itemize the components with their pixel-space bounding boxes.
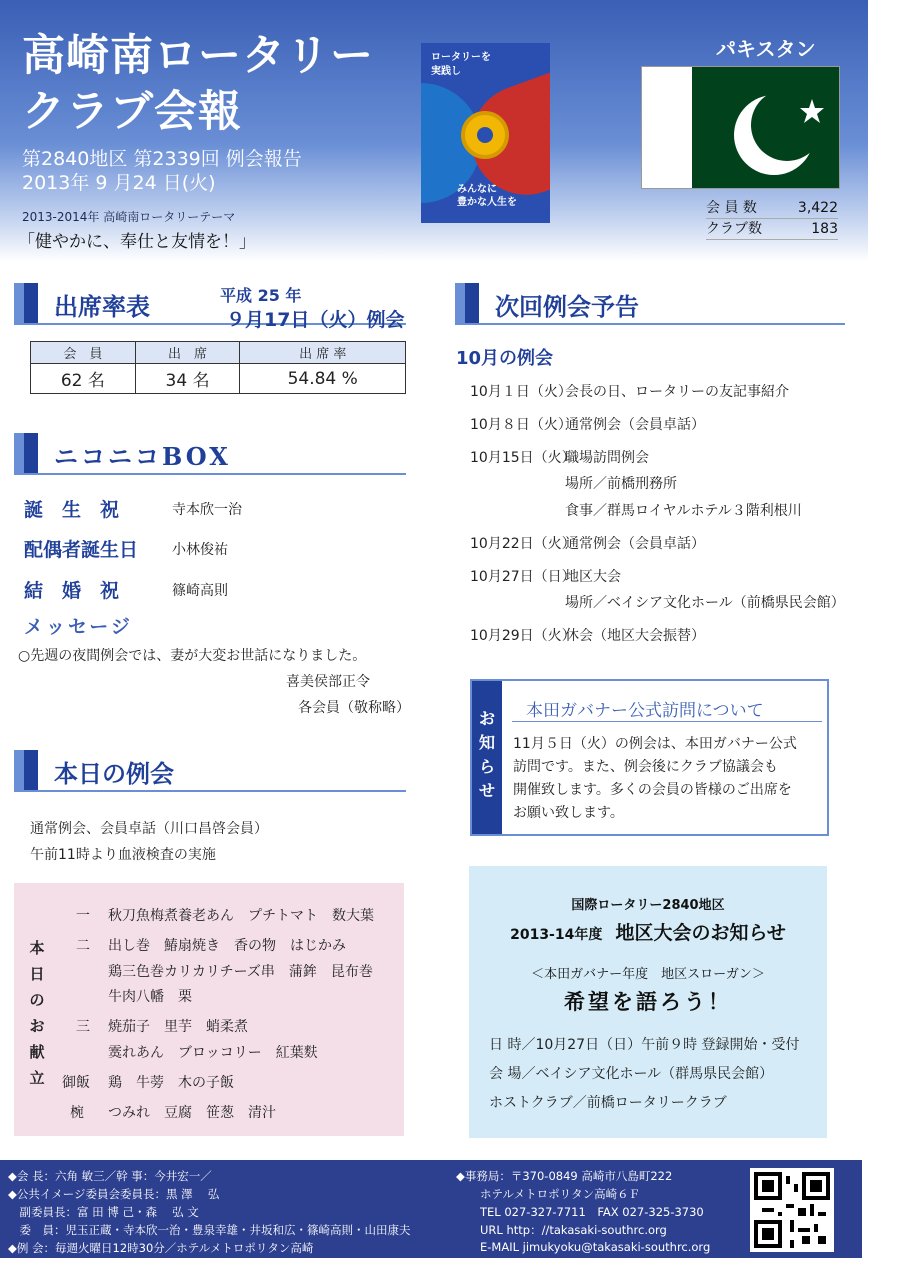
section-bar (14, 750, 24, 790)
schedule-item: 通常例会（会員卓話） (565, 417, 705, 433)
section-bar (24, 750, 38, 790)
next-meeting-heading: 次回例会予告 (495, 292, 639, 321)
anniversary-name: 篠崎高則 (172, 583, 228, 599)
schedule-item: 通常例会（会員卓話） (565, 536, 705, 552)
notice-side-char: 知 (478, 733, 495, 752)
stat-row (706, 219, 838, 240)
schedule-date: 10月22日（火） (470, 536, 576, 552)
message-text: ○先週の夜間例会では、妻が大変お世話になりました。 (18, 648, 367, 664)
spouse-birthday-name: 小林俊祐 (172, 542, 228, 558)
menu-course-label: 一 (76, 908, 90, 924)
section-bar (455, 283, 465, 323)
next-meeting-section-header (455, 283, 845, 325)
menu-course-label: 椀 (70, 1105, 84, 1121)
notice-divider (512, 721, 822, 722)
column-header: 出 席 率 (240, 342, 406, 364)
district-conference-box (469, 866, 827, 1138)
nikoniko-section-header (14, 433, 406, 475)
schedule-item: 職場訪問例会 (565, 450, 649, 466)
menu-title-char: の (29, 991, 45, 1009)
governor-visit-notice (470, 679, 829, 836)
notice-line: 開催致します。多くの会員の皆様のご出席を (513, 782, 792, 798)
issue-date: 2013年 9 月24 日(火) (22, 172, 216, 194)
attendance-heading: 出席率表 (54, 292, 150, 321)
flag-white-band (642, 67, 692, 189)
notice-side-char: せ (478, 781, 495, 800)
lunch-menu-box (14, 883, 404, 1136)
footer-committee-chair: ◆公共イメージ委員会委員長：黒 澤 弘 (8, 1187, 220, 1201)
message-signature-note: 各会員（敬称略） (298, 700, 410, 716)
birthday-label: 誕 生 祝 (24, 499, 120, 521)
schedule-date: 10月29日（火） (470, 628, 576, 644)
menu-item: 秋刀魚梅煮養老あん プチトマト 数大葉 (108, 908, 374, 924)
birthday-name: 寺本欣一治 (172, 502, 242, 518)
today-program: 通常例会、会員卓話（川口昌啓会員） (30, 821, 268, 837)
poster-text: みんなに (457, 184, 497, 195)
attendance-meeting-date: ９月17日（火）例会 (226, 309, 405, 331)
anniversary-label: 結 婚 祝 (24, 580, 120, 602)
stat-label: 会 員 数 (706, 200, 757, 216)
section-bar (465, 283, 479, 323)
menu-item: 霙れあん ブロッコリー 紅葉麩 (108, 1045, 318, 1061)
stat-value: 3,422 (797, 200, 838, 216)
table-row (31, 364, 406, 394)
attendance-year: 平成 25 年 (220, 286, 302, 305)
stat-value: 183 (811, 221, 838, 237)
footer-meeting-info: ◆例 会：毎週火曜日12時30分／ホテルメトロポリタン高崎 (8, 1241, 314, 1255)
menu-item: つみれ 豆腐 笹葱 清汁 (108, 1105, 276, 1121)
schedule-item: 地区大会 (565, 569, 621, 585)
table-header-row (31, 342, 406, 364)
issue-number: 第2840地区 第2339回 例会報告 (22, 148, 302, 170)
message-heading: メッセージ (24, 616, 133, 638)
notice-title: 本田ガバナー公式訪問について (526, 701, 764, 721)
message-signature: 喜美侯部正令 (286, 674, 370, 690)
schedule-date: 10月27日（日） (470, 569, 576, 585)
conference-host: ホストクラブ／前橋ロータリークラブ (489, 1095, 727, 1111)
menu-title-char: 献 (29, 1043, 45, 1061)
footer-email[interactable]: E-MAIL jimukyoku@takasaki-southrc.org (480, 1240, 711, 1254)
slogan-label: ＜本田ガバナー年度 地区スローガン＞ (531, 967, 765, 982)
menu-item: 牛肉八幡 栗 (108, 989, 192, 1005)
spouse-birthday-label: 配偶者誕生日 (24, 539, 139, 561)
poster-text: ロータリーを (431, 52, 491, 63)
column-header: 会 員 (31, 342, 136, 364)
menu-title-char: 日 (29, 965, 45, 983)
schedule-date: 10月15日（火） (470, 450, 576, 466)
notice-side-char: ら (478, 757, 495, 776)
footer-officers: ◆会 長：六角 敏三／幹 事：今井宏一／ (8, 1169, 212, 1183)
section-bar (24, 433, 38, 473)
member-count: 62 名 (31, 364, 136, 394)
attendance-rate: 54.84 % (240, 364, 406, 394)
menu-course-label: 二 (76, 938, 90, 954)
schedule-item: 場所／前橋刑務所 (565, 476, 677, 492)
footer-phone-fax: TEL 027-327-7711 FAX 027-325-3730 (480, 1205, 704, 1219)
menu-title-char: 立 (29, 1069, 45, 1087)
nikoniko-heading: ニコニコBOX (54, 442, 231, 471)
notice-line: 訪問です。また、例会後にクラブ協議会も (513, 759, 778, 775)
menu-item: 鶏 牛蒡 木の子飯 (108, 1075, 234, 1091)
district-slogan: 希望を語ろう！ (564, 990, 732, 1014)
section-bar (24, 283, 38, 323)
notice-line: お願い致します。 (513, 805, 624, 821)
menu-item: 出し巻 鰆扇焼き 香の物 はじかみ (108, 938, 346, 954)
menu-vertical-title (28, 935, 46, 1091)
stat-row (706, 198, 838, 219)
qr-code-pattern (754, 1172, 830, 1248)
conference-datetime: 日 時／10月27日（日）午前９時 登録開始・受付 (489, 1037, 800, 1053)
newsletter-title-line1: 高崎南ロータリー (22, 31, 374, 81)
notice-side-label (472, 681, 502, 834)
poster-text-bottom (457, 183, 517, 209)
notice-side-char: お (478, 709, 495, 728)
today-heading: 本日の例会 (54, 759, 174, 788)
footer-members: 委 員：児玉正蔵・寺本欣一治・豊泉幸雄・井坂和広・篠崎高則・山田康夫 (8, 1223, 411, 1237)
schedule-date: 10月１日（火） (470, 384, 572, 400)
attendance-count: 34 名 (135, 364, 240, 394)
menu-course-label: 御飯 (62, 1075, 90, 1091)
notice-line: 11月５日（火）の例会は、本田ガバナー公式 (513, 736, 797, 752)
footer (0, 1160, 862, 1258)
today-blood-test: 午前11時より血液検査の実施 (30, 847, 216, 863)
country-stats (706, 198, 838, 240)
stat-label: クラブ数 (706, 221, 762, 237)
newsletter-title-line2: クラブ会報 (22, 87, 242, 137)
district-title: 地区大会のお知らせ (615, 922, 786, 944)
club-theme: 「健やかに、奉仕と友情を！」 (18, 232, 256, 252)
footer-office-building: ホテルメトロポリタン高崎６Ｆ (480, 1187, 641, 1201)
menu-title-char: 本 (29, 939, 45, 957)
column-header: 出 席 (135, 342, 240, 364)
qr-code-icon (750, 1168, 834, 1252)
featured-country: パキスタン (716, 37, 816, 61)
footer-url[interactable]: URL http：//takasaki-southrc.org (480, 1223, 667, 1237)
district-year: 2013-14年度 (510, 927, 603, 943)
rotary-theme-poster (421, 43, 550, 223)
pakistan-flag-icon (641, 66, 840, 189)
schedule-item: 食事／群馬ロイヤルホテル３階利根川 (565, 503, 802, 519)
schedule-item: 会長の日、ロータリーの友記事紹介 (565, 384, 789, 400)
rotary-wheel-icon (461, 111, 509, 159)
conference-venue: 会 場／ベイシア文化ホール（群馬県民会館） (489, 1066, 774, 1082)
menu-course-label: 三 (76, 1019, 90, 1035)
october-heading: 10月の例会 (456, 348, 554, 369)
menu-item: 鶏三色巻カリカリチーズ串 蒲鉾 昆布巻 (108, 964, 373, 980)
poster-text: 実践し (431, 66, 461, 77)
menu-item: 焼茄子 里芋 蛸柔煮 (108, 1019, 248, 1035)
section-bar (14, 433, 24, 473)
district-title-row (469, 918, 827, 945)
poster-text: 豊かな人生を (457, 197, 517, 208)
footer-vice-chair: 副委員長：富 田 博 己・森 弘 文 (8, 1205, 199, 1219)
poster-text-top (431, 51, 491, 79)
district-org: 国際ロータリー2840地区 (571, 898, 725, 913)
attendance-table (30, 341, 406, 394)
schedule-item: 休会（地区大会振替） (565, 628, 705, 644)
menu-title-char: お (29, 1017, 45, 1035)
crescent-star-icon (692, 67, 840, 189)
section-bar (14, 283, 24, 323)
schedule-item: 場所／ベイシア文化ホール（前橋県民会館） (565, 595, 845, 611)
today-section-header (14, 750, 406, 792)
schedule-date: 10月８日（火） (470, 417, 572, 433)
theme-label: 2013-2014年 高崎南ロータリーテーマ (22, 210, 236, 224)
footer-office-address: ◆事務局：〒370-0849 高崎市八島町222 (456, 1169, 673, 1183)
